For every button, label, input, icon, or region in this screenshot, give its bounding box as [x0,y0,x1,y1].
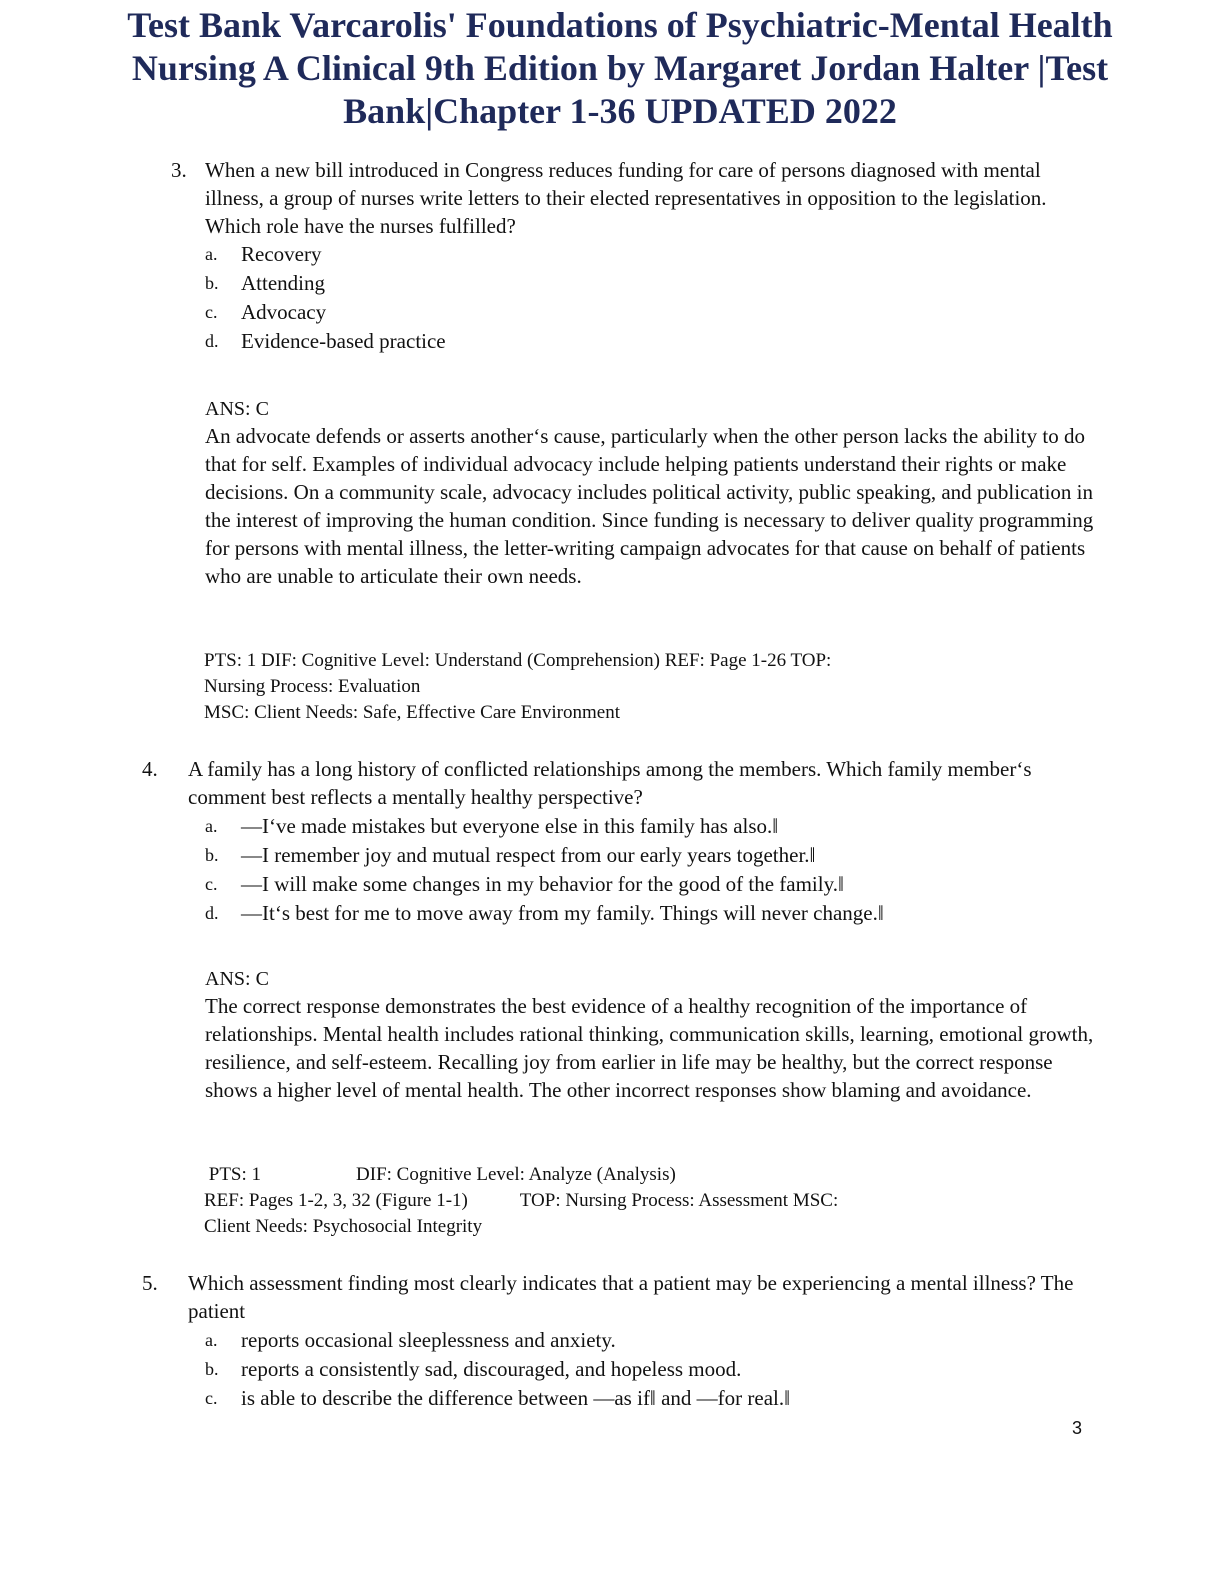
question-stem: When a new bill introduced in Congress reduces funding for care of persons diagnosed with mental illness, a group of nurses write letters to their elected representatives in opposition to the legislation. Which role have the nurses fulfilled? [205,158,1047,238]
option-text: reports occasional sleeplessness and anxiety. [241,1328,616,1352]
option-letter: b. [205,273,219,293]
option-text: Advocacy [241,300,327,324]
document-title: Test Bank Varcarolis' Foundations of Psychiatric-Mental Health Nursing A Clinical 9th Edition by Margaret Jordan Halter |Test Bank|Chapter 1-36 UPDATED 2022 [127,5,1113,131]
question-3-option-c [205,298,327,327]
question-stem: A family has a long history of conflicted relationships among the members. Which family member‘s comment best reflects a mentally healthy perspective? [188,757,1032,809]
question-metadata: Client Needs: Psychosocial Integrity [204,1216,483,1237]
option-text: Evidence-based practice [241,329,446,353]
question-4-option-c [205,870,844,899]
option-letter: c. [205,302,218,322]
question-5 [142,1269,1078,1325]
question-3-option-a [205,240,322,269]
question-5-option-a [205,1326,616,1355]
option-text: ―I will make some changes in my behavior for the good of the family.‖ [241,872,844,896]
option-text: ―It‘s best for me to move away from my family. Things will never change.‖ [241,901,884,925]
answer-key: ANS: C [205,398,269,420]
option-letter: a. [205,1330,218,1350]
question-metadata: REF: Pages 1-2, 3, 32 (Figure 1-1) TOP: Nursing Process: Assessment MSC: [204,1190,839,1211]
question-4-option-d [205,899,884,928]
question-3 [171,156,1095,240]
answer-rationale: An advocate defends or asserts another‘s cause, particularly when the other person lacks the ability to do that for self. Examples of individual advocacy include helping patients understand their rights or make decisions. On a community scale, advocacy includes political activity, public speaking, and publication in the interest of improving the human condition. Since funding is necessary to deliver quality programming for persons with mental illness, the letter-writing campaign advocates for that cause on behalf of patients who are unable to articulate their own needs. [205,424,1094,588]
option-text: Recovery [241,242,322,266]
option-text: reports a consistently sad, discouraged, and hopeless mood. [241,1357,742,1381]
option-letter: a. [205,816,218,836]
question-metadata: Nursing Process: Evaluation [204,676,421,697]
question-5-option-b [205,1355,742,1384]
answer-rationale: The correct response demonstrates the best evidence of a healthy recognition of the importance of relationships. Mental health includes rational thinking, communication skills, learning, emotional growth, resilience, and self-esteem. Recalling joy from earlier in life may be healthy, but the correct response shows a higher level of mental health. The other incorrect responses show blaming and avoidance. [205,994,1094,1102]
question-metadata: MSC: Client Needs: Safe, Effective Care Environment [204,702,620,723]
option-letter: b. [205,1359,219,1379]
question-4-option-a [205,812,779,841]
question-4-option-b [205,841,816,870]
question-5-option-c [205,1384,791,1413]
option-text: ―I‘ve made mistakes but everyone else in this family has also.‖ [241,814,779,838]
question-stem: Which assessment finding most clearly indicates that a patient may be experiencing a mental illness? The patient [188,1271,1074,1323]
question-3-option-d [205,327,446,356]
option-text: ―I remember joy and mutual respect from our early years together.‖ [241,843,816,867]
question-metadata: PTS: 1 DIF: Cognitive Level: Understand (Comprehension) REF: Page 1-26 TOP: [204,650,832,671]
option-letter: c. [205,874,218,894]
page-number: 3 [1072,1418,1083,1438]
option-letter: d. [205,903,219,923]
question-4 [142,755,1078,811]
option-letter: d. [205,331,219,351]
question-number: 5. [142,1271,158,1295]
option-letter: a. [205,244,218,264]
option-letter: b. [205,845,219,865]
question-number: 3. [171,158,187,182]
question-3-option-b [205,269,325,298]
question-metadata: PTS: 1 DIF: Cognitive Level: Analyze (Analysis) [204,1164,676,1185]
option-letter: c. [205,1388,218,1408]
answer-key: ANS: C [205,968,269,990]
option-text: is able to describe the difference between ―as if‖ and ―for real.‖ [241,1386,791,1410]
option-text: Attending [241,271,325,295]
question-number: 4. [142,757,158,781]
